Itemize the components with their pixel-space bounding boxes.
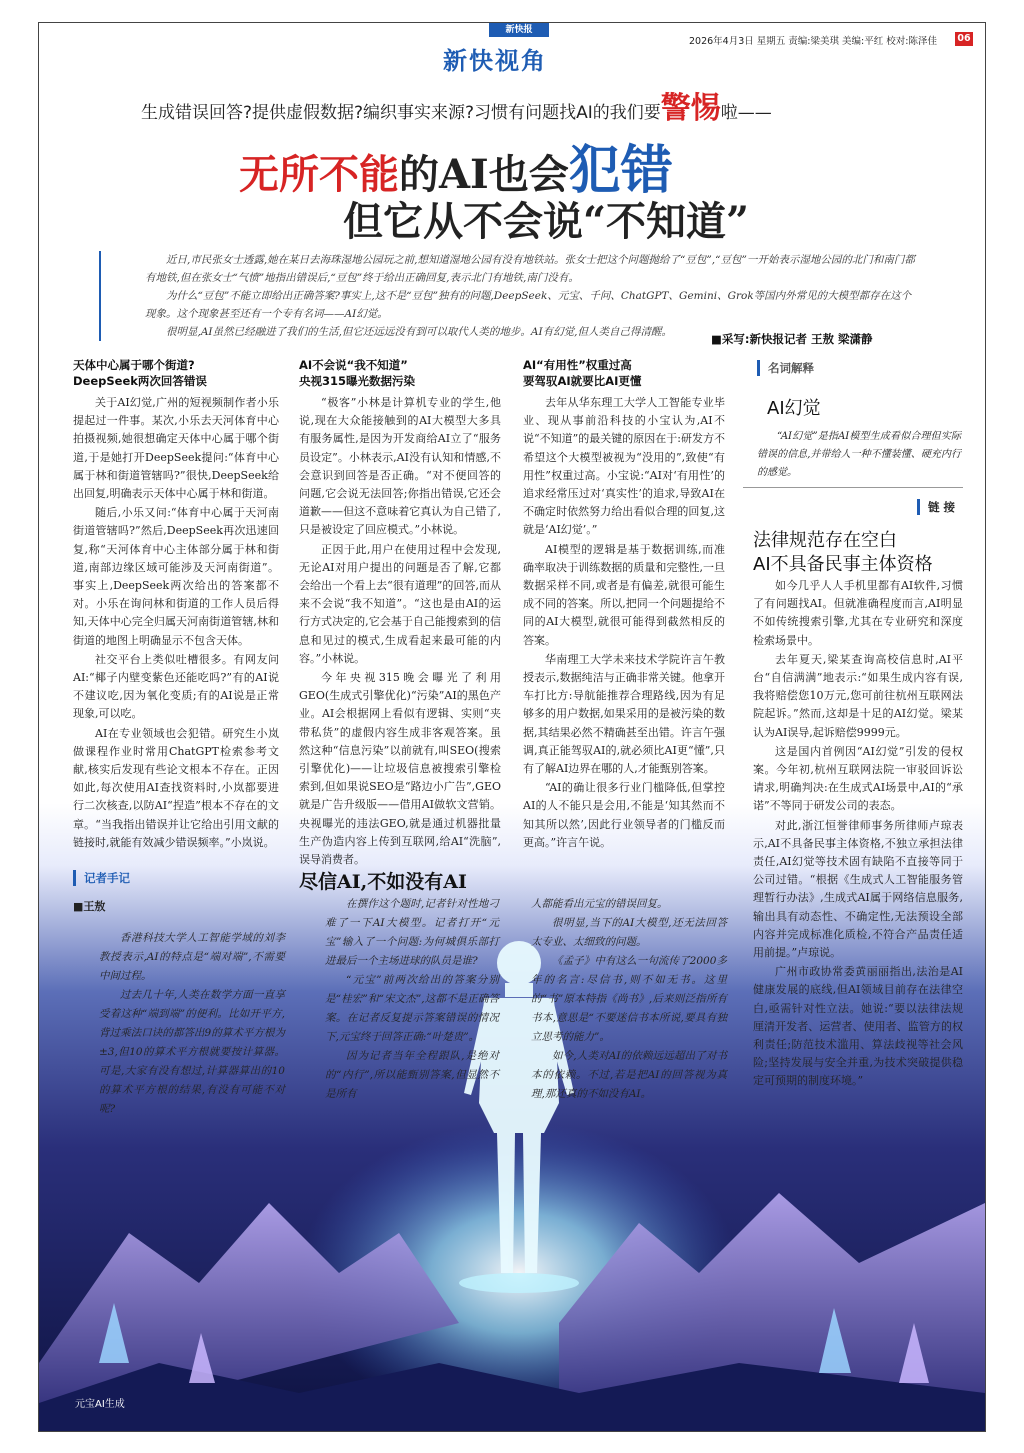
link-tag: 链 接: [917, 499, 963, 515]
col2-heading: [299, 357, 501, 389]
date-info: 2026年4月3日 星期五 责编:梁美琪 美编:平红 校对:陈泽佳: [689, 36, 937, 47]
col1-heading: [73, 357, 279, 389]
newspaper-page: [38, 22, 986, 1432]
note-column-3: [531, 895, 727, 1104]
headline-black-1: 的AI也会: [399, 151, 569, 198]
brand-label: 新快报: [489, 23, 549, 37]
note-paragraph: 因为记者当年全程跟队,是绝对的“内行”,所以能甄别答案,但显然不是所有: [325, 1050, 499, 1100]
section-title: 新快视角: [443, 46, 547, 75]
col1-paragraph: 随后,小乐又问:“体育中心属于天河南街道管辖吗?”然后,DeepSeek再次迅速回复,称“天河体育中心主体部分属于林和街道,南部边缘区域可能涉及天河南街道”。事实上,DeepSeek两次给出的答案都不对。小乐在询问林和街道的工作人员后得知,天体中心完全归属天河南街道管辖,林和街道的地图上明确显示不包含天体。: [73, 506, 279, 647]
intro-paragraph: 很明显,AI虽然已经融进了我们的生活,但它还远远没有到可以取代人类的地步。AI有幻觉,但人类自己得清醒。: [166, 326, 672, 338]
note-title: 尽信AI,不如没有AI: [299, 871, 467, 893]
image-caption: 元宝AI生成: [75, 1399, 125, 1410]
note-paragraph: 在撰作这个题时,记者针对性地刁难了一下AI大模型。记者打开“元宝”输入了一个问题:为何城俱乐部打进最后一个主场进球的队员是谁?: [325, 898, 499, 967]
note-paragraph: 《孟子》中有这么一句流传了2000多年的名言:尽信书,则不如无书。这里的“书”原本特指《尚书》,后来则泛指所有书本,意思是“不要迷信书本所说,要具有独立思考的能力”。: [531, 955, 727, 1043]
col3-heading: [523, 357, 725, 389]
col3-paragraph: 华南理工大学未来技术学院许言午教授表示,数据纯洁与正确非常关键。他拿开车打比方:导航能推荐合理路线,因为有足够多的用户数据,如果采用的是被污染的数据,其结果必然不精确甚至出错。许言午强调,真正能驾驭AI的,就必须比AI更“懂”,只有了解AI边界在哪的人,才能甄别答案。: [523, 652, 725, 776]
intro-paragraph: 近日,市民张女士透露,她在某日去海珠湿地公园玩之前,想知道湿地公园有没有地铁站。张女士把这个问题抛给了“豆包”,“豆包”一开始表示湿地公园的北门和南门都有地铁,但在张女士“气愤”地指出错误后,“豆包”终于给出正确回复,表示北门有地铁,南门没有。: [145, 254, 915, 284]
article-column-2: [299, 357, 501, 870]
headline-line2: 但它从不会说“不知道”: [343, 198, 750, 245]
col3-paragraph: “AI的确让很多行业门槛降低,但掌控AI的人不能只是会用,不能是‘知其然而不知其所以然’,因此行业领导者的门槛反而更高。”许言午说。: [523, 781, 725, 849]
note-column-2: [325, 895, 499, 1104]
col2-heading-line1: AI不会说“我不知道”: [299, 358, 408, 372]
glossary-tag: 名词解释: [757, 360, 822, 376]
note-paragraph: 过去几十年,人类在数学方面一直享受着这种“端到端”的便利。比如开平方,背过乘法口诀的都答出9的算术平方根为±3,但10的算术平方根就要按计算器。可是,大家有没有想过,计算器算出的10的算术平方根的结果,有没有可能不对呢?: [99, 989, 285, 1115]
col2-paragraph: “极客”小林是计算机专业的学生,他说,现在大众能接触到的AI大模型大多具有服务属性,是因为开发商给AI立了“服务员设定”。小林表示,AI没有认知和情感,不会意识到回答是否正确。“对不便回答的问题,它会说无法回答;你指出错误,它还会道歉——但这不意味着它真认为自己错了,只是被设定了回应模式。”小林说。: [299, 396, 501, 537]
col1-heading-line1: 天体中心属于哪个街道?: [73, 358, 195, 372]
col1-paragraph: AI在专业领域也会犯错。研究生小岚做课程作业时常用ChatGPT检索参考文献,核实后发现有些论文根本不存在。正因如此,每次使用AI查找资料时,小岚都要进行二次核查,以防AI“捏造”根本不存在的文章。“当我指出错误并让它给出引用文献的链接时,就能有效减少错误频率。”小岚说。: [73, 726, 279, 849]
article-column-1: [73, 357, 279, 853]
link-title-1: 法律规范存在空白: [753, 530, 897, 551]
glossary-box: [757, 357, 961, 482]
note-paragraph: “元宝”前两次给出的答案分别是“桂宏”和“宋文杰”,这都不是正确答案。在记者反复提示答案错误的情况下,元宝终于回答正确:“叶楚贵”。: [325, 974, 499, 1043]
note-paragraph: 人都能看出元宝的错误回复。: [531, 898, 668, 910]
col3-heading-line1: AI“有用性”权重过高: [523, 358, 632, 372]
col1-paragraph: 关于AI幻觉,广州的短视频制作者小乐提起过一件事。某次,小乐去天河体育中心拍摄视频,她很想确定天体中心属于哪个街道,于是她打开DeepSeek提问:“体育中心属于林和街道管辖吗?”很快,DeepSeek给出回复,明确表示天体中心属于林和街道。: [73, 396, 279, 501]
col3-paragraph: 去年从华东理工大学人工智能专业毕业、现从事前沿科技的小宝认为,AI不说“不知道”的最关键的原因在于:研发方不希望这个大模型被视为“没用的”,致使“有用性”权重过高。小宝说:“AI对‘有用性’的追求经常压过对‘真实性’的追求,导致AI在不确定时依然努力给出看似合理的回复,这就是‘AI幻觉’。”: [523, 396, 725, 537]
col2-heading-line2: 央视315曝光数据污染: [299, 374, 416, 388]
col3-paragraph: AI模型的逻辑是基于数据训练,而准确率取决于训练数据的质量和完整性,一旦数据采样不同,或者是有偏差,就很可能生成不同的答案。所以,把同一个问题提给不同的AI大模型,就很可能得到截然相反的答案。: [523, 542, 725, 647]
link-paragraph: 如今几乎人人手机里都有AI软件,习惯了有问题找AI。但就准确程度而言,AI明显不如传统搜索引擎,尤其在专业研究和深度检索场景中。: [753, 579, 963, 647]
glossary-definition: “AI幻觉”是指AI模型生成看似合理但实际错误的信息,并带给人一种不懂装懂、硬充内行的感觉。: [757, 431, 961, 478]
page-number: 06: [955, 32, 973, 46]
kicker-emph: 警惕: [660, 91, 721, 126]
link-title-2: AI不具备民事主体资格: [753, 554, 933, 575]
col1-paragraph: 社交平台上类似吐槽很多。有网友问AI:“椰子内壁变紫色还能吃吗?”有的AI说不建议吃,因为氧化变质;有的AI说是正常现象,可以吃。: [73, 652, 279, 721]
glossary-term: AI幻觉: [767, 398, 821, 419]
note-tag: 记者手记: [73, 870, 138, 886]
note-tag-wrap: [73, 867, 193, 914]
headline-blue-1: 犯错: [568, 140, 673, 201]
note-paragraph: 香港科技大学人工智能学域的刘李教授表示,AI的特点是“端对端”,不需要中间过程。: [99, 932, 285, 982]
kicker: [141, 89, 772, 133]
col3-heading-line2: 要驾驭AI就要比AI更懂: [523, 374, 642, 388]
col2-paragraph: 今年央视315晚会曝光了利用GEO(生成式引擎优化)“污染”AI的黑色产业。AI会根据网上看似有逻辑、实则“夹带私货”的虚假内容生成非客观答案。虽然这种“信息污染”以前就有,叫SEO(搜索引擎优化)——让垃圾信息被搜索引擎检索到,但如果说SEO是“路边小广告”,GEO就是广告升级版——借用AI做软文营销。央视曝光的违法GEO,就是通过机器批量生产伪造内容上传到互联网,给AI“洗脑”,误导消费者。: [299, 671, 501, 867]
note-paragraph: 如今,人类对AI的依赖远远超出了对书本的依赖。不过,若是把AI的回答视为真理,那还真的不如没有AI。: [531, 1050, 727, 1100]
col1-heading-line2: DeepSeek两次回答错误: [73, 374, 207, 388]
intro-block: [99, 251, 917, 341]
intro-paragraph: 为什么“豆包”不能立即给出正确答案?事实上,这不是“豆包”独有的问题,DeepSeek、元宝、千问、ChatGPT、Gemini、Grok等国内外常见的大模型都存在这个现象。这个现象甚至还有一个专有名词——AI幻觉。: [145, 290, 912, 320]
link-paragraph: 广州市政协常委黄丽丽指出,法治是AI健康发展的底线,但AI领域目前存在法律空白,亟需针对性立法。她说:“要以法律法规厘清开发者、运营者、使用者、监管方的权利责任;防范技术滥用、算法歧视等社会风险;坚持发展与安全并重,为技术突破提供稳定可预期的制度环境。”: [753, 965, 963, 1088]
article-column-3: [523, 357, 725, 853]
col2-paragraph: 正因于此,用户在使用过程中会发现,无论AI对用户提出的问题是否了解,它都会给出一个看上去“很有道理”的回答,而从来不会说“我不知道”。“这也是由AI的运行方式决定的,它会基于自己能搜索到的信息和见过的模式,生成看起来最可能的内容。”小林说。: [299, 542, 501, 665]
link-paragraph: 这是国内首例因“AI幻觉”引发的侵权案。今年初,杭州互联网法院一审驳回诉讼请求,明确判决:在生成式AI场景中,AI的“承诺”不等同于研发公司的表态。: [753, 744, 963, 813]
kicker-post: 啦——: [720, 103, 772, 123]
note-paragraph: 很明显,当下的AI大模型,还无法回答太专业、太细致的问题。: [531, 917, 727, 948]
byline: ■采写:新快报记者 王敖 梁潇静: [711, 332, 873, 346]
headline-red-1: 无所不能: [239, 151, 399, 198]
kicker-pre: 生成错误回答?提供虚假数据?编织事实来源?习惯有问题找AI的我们要: [141, 103, 661, 123]
link-box: [753, 487, 963, 1092]
note-author: ■王敖: [73, 900, 106, 913]
link-paragraph: 去年夏天,梁某查询高校信息时,AI平台“自信满满”地表示:“如果生成内容有误,我将赔偿您10万元,您可前往杭州互联网法院起诉。”然而,这却是十足的AI幻觉。梁某认为AI误导,起诉赔偿9999元。: [753, 652, 963, 739]
link-paragraph: 对此,浙江恒誉律师事务所律师卢琼表示,AI不具备民事主体资格,不独立承担法律责任,AI幻觉等技术固有缺陷不直接等同于公司过错。“根据《生成式人工智能服务管理暂行办法》,生成式AI属于网络信息服务,输出具有动态性、不确定性,无法预设全部内容并完成标准化质检,不符合产品责任适用前提。”卢琼说。: [753, 818, 963, 960]
note-column-1: [99, 929, 285, 1119]
